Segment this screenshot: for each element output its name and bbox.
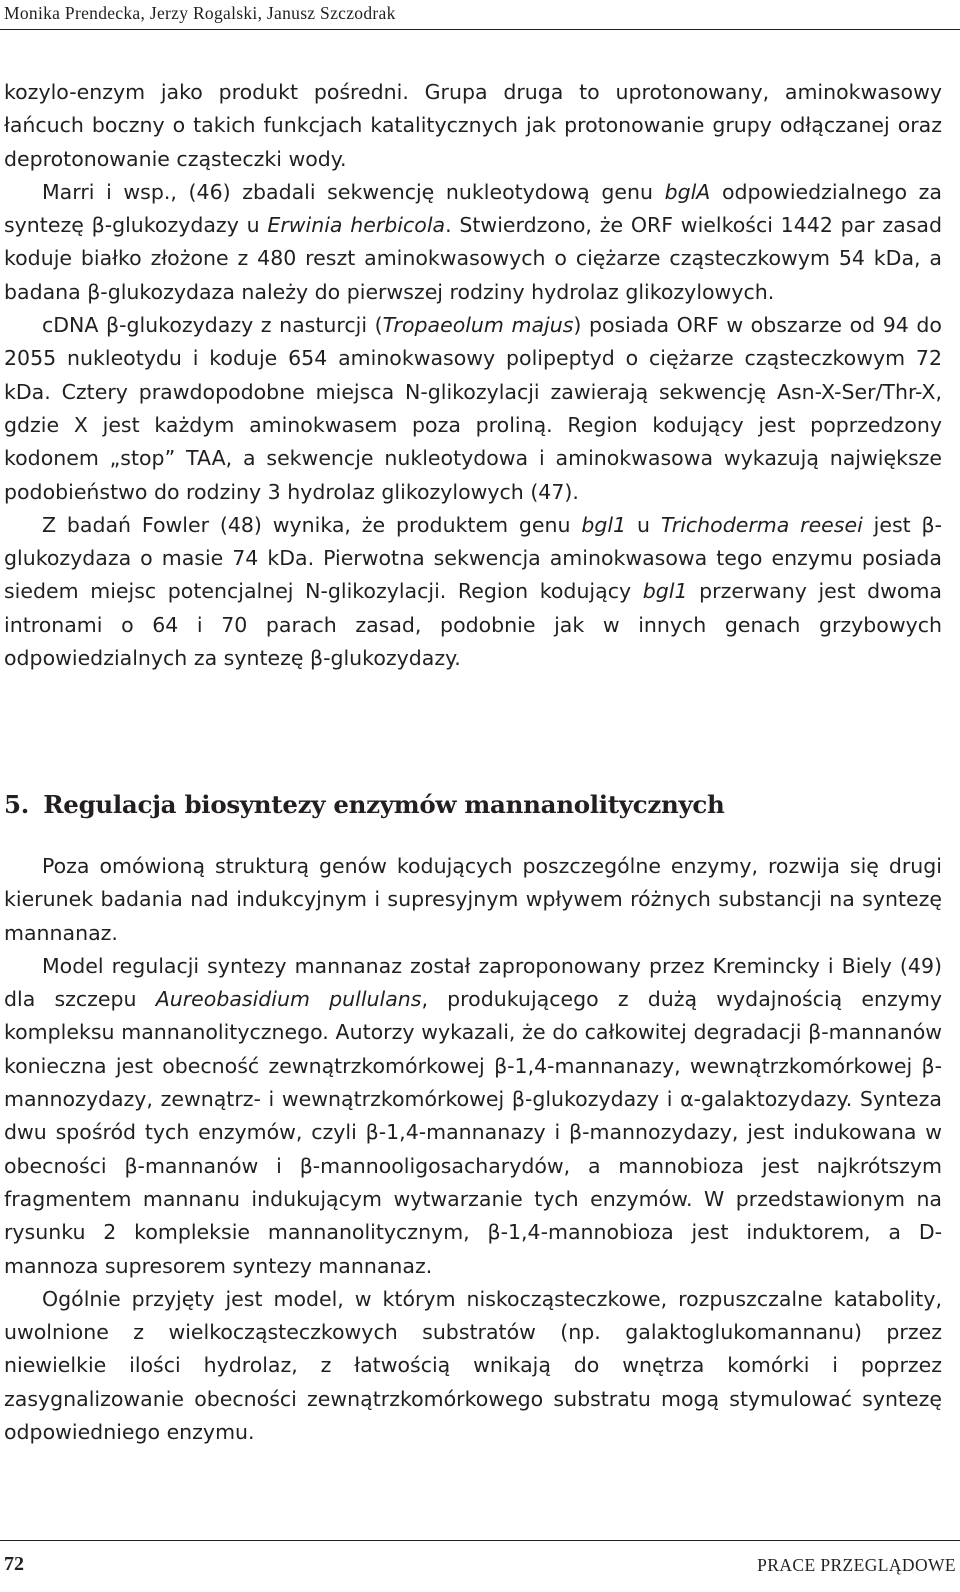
text-run: ) posiada ORF w obszarze od 94 do 2055 nukleotydu i koduje 654 aminokwasowy polipeptyd o ciężarze cząsteczkowym 72 kDa. Cztery prawdopodobne miejsca N-glikozylacji zawierają sekwencję Asn-X-Ser/Thr-X, gdzie X jest każdym aminokwasem poza proliną. Region kodujący jest poprzedzony kodonem „stop” TAA, a sekwencje nukleotydowa i aminokwasowa wykazują największe podobieństwo do rodziny 3 hydrolaz glikozylowych (47). — [4, 313, 942, 504]
running-head-authors: Monika Prendecka, Jerzy Rogalski, Janusz Szczodrak — [4, 3, 396, 23]
paragraph — [4, 176, 942, 309]
text-run: . Stwierdzono, że ORF wielkości 1442 par zasad koduje białko złożone z 480 reszt aminokwasowych o ciężarze cząsteczkowym 54 kDa, a badana β-glukozydaza należy do pierwszej rodziny hydrolaz glikozylowych. — [4, 213, 942, 304]
text-run: Z badań Fowler (48) wynika, że produktem genu — [42, 512, 582, 537]
italic-term: Tropaeolum majus — [382, 313, 574, 338]
paragraph — [4, 850, 942, 950]
text-run: odpowiedzialnego za syntezę β-glukozydazy u — [4, 179, 942, 238]
text-run: Ogólnie przyjęty jest model, w którym niskocząsteczkowe, rozpuszczalne katabolity, uwolnione z wielkocząsteczkowych substratów (np. galaktoglukomannanu) przez niewielkie ilości hydrolaz, z łatwością wnikają do wnętrza komórki i poprzez zasygnalizowanie obecności zewnątrzkomórkowego substratu mogą stymulować syntezę odpowiedniego enzymu. — [4, 1286, 942, 1445]
italic-term: bgl1 — [642, 579, 688, 604]
italic-term: bgl1 — [581, 512, 627, 537]
text-run: przerwany jest dwoma intronami o 64 i 70 parach zasad, podobnie jak w innych genach grzybowych odpowiedzialnych za syntezę β-glukozydazy. — [4, 579, 942, 671]
text-run: , produkującego z dużą wydajnością enzymy kompleksu mannanolitycznego. Autorzy wykazali, że do całkowitej degradacji β-mannanów konieczna jest obecność zewnątrzkomórkowej β-1,4-mannanazy, wewnątrzkomórkowej β-mannozydazy, zewnątrz- i wewnątrzkomórkowej β-glukozydazy i α-galaktozydazy. Synteza dwu spośród tych enzymów, czyli β-1,4-mannanazy i β-mannozydazy, jest indukowana w obecności β-mannanów i β-mannooligosacharydów, a mannobioza jest najkrótszym fragmentem mannanu indukującym wytwarzanie tych enzymów. W przedstawionym na rysunku 2 kompleksie mannanolitycznym, β-1,4-mannobioza jest induktorem, a D-mannoza supresorem syntezy mannanaz. — [4, 987, 942, 1278]
text-run: kozylo-enzym jako produkt pośredni. Grupa druga to uprotonowany, aminokwasowy łańcuch boczny o takich funkcjach katalitycznych jak protonowanie grupy odłączanej oraz deprotonowanie cząsteczki wody. — [4, 80, 942, 171]
journal-name: PRACE PRZEGLĄDOWE — [757, 1555, 956, 1575]
running-head — [0, 0, 960, 30]
italic-term: Aureobasidium pullulans — [155, 987, 422, 1012]
section-heading — [4, 785, 942, 825]
paragraph — [4, 950, 942, 1283]
body-text-top — [4, 76, 942, 675]
paragraph — [4, 309, 942, 509]
page-number: 72 — [4, 1553, 24, 1575]
body-text-bottom — [4, 850, 942, 1449]
paragraph — [4, 509, 942, 675]
text-run: u — [626, 512, 661, 537]
paragraph — [4, 1283, 942, 1449]
paragraph — [4, 76, 942, 176]
section-title: Regulacja biosyntezy enzymów mannanolitycznych — [43, 790, 725, 819]
page-footer — [0, 1540, 960, 1592]
italic-term: Trichoderma reesei — [660, 512, 863, 537]
text-run: Marri i wsp., (46) zbadali sekwencję nukleotydową genu — [42, 179, 665, 204]
text-run: Model regulacji syntezy mannanaz został zaproponowany przez Kremincky i Biely (49) dla szczepu — [4, 953, 942, 1012]
text-run: Poza omówioną strukturą genów kodujących poszczególne enzymy, rozwija się drugi kierunek badania nad indukcyjnym i supresyjnym wpływem różnych substancji na syntezę mannanaz. — [4, 854, 942, 945]
text-run: cDNA β-glukozydazy z nasturcji ( — [42, 313, 383, 338]
italic-term: Erwinia herbicola — [267, 213, 446, 238]
text-run: jest β-glukozydaza o masie 74 kDa. Pierwotna sekwencja aminokwasowa tego enzymu posiada siedem miejsc potencjalnej N-glikozylacji. Region kodujący — [4, 512, 942, 604]
section-number: 5. — [4, 790, 29, 819]
italic-term: bglA — [664, 179, 711, 204]
